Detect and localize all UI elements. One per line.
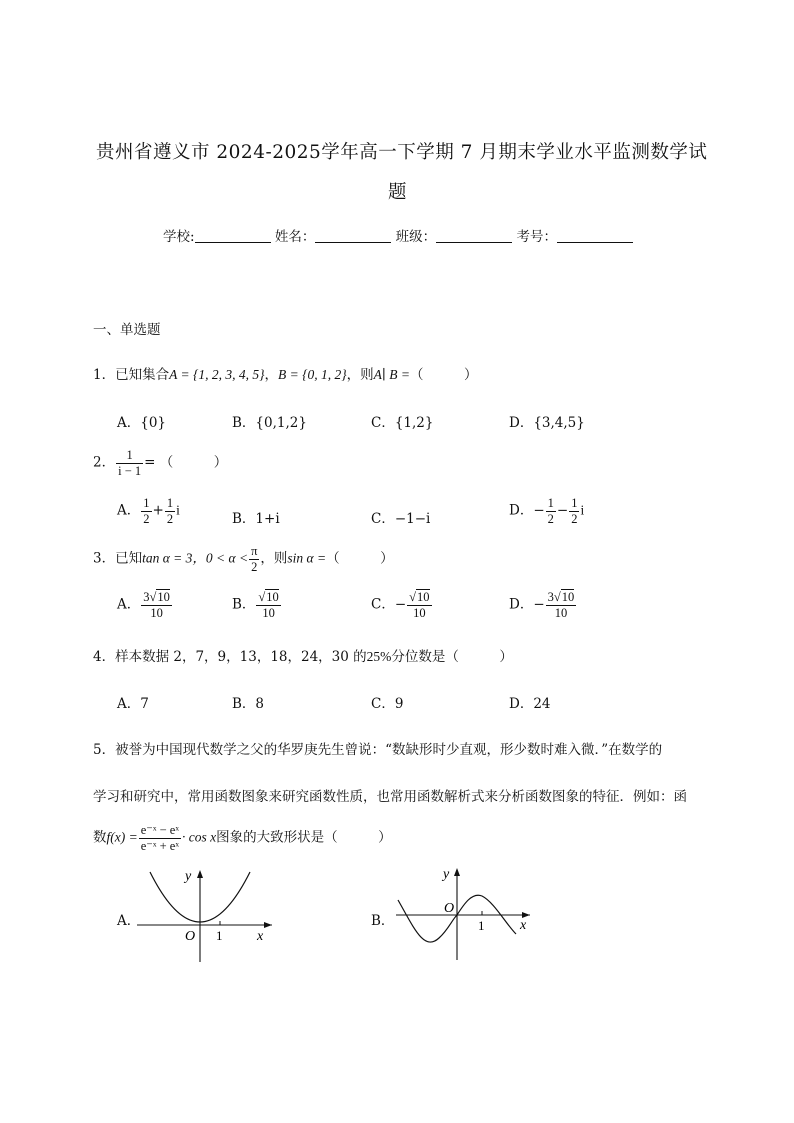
class-label: 班级： — [395, 229, 437, 245]
q5-fx: f(x) = — [106, 829, 138, 845]
q3-b-rad: 10 — [266, 590, 279, 604]
q2-d-frac1 — [546, 497, 556, 525]
q3-c-label: C．− — [371, 596, 407, 613]
q2-option-c[interactable]: C．−1−i — [371, 511, 431, 527]
q5-line3-tail: 图象的大致形状是（ ） — [216, 829, 392, 846]
q2-d-i: i — [580, 502, 585, 518]
q3-mid: ，则 — [260, 550, 288, 567]
q1-paren: （ ） — [409, 367, 478, 383]
q1-set-b: B = {0, 1, 2} — [278, 367, 347, 382]
q3-cond1: tan α = 3 — [142, 550, 193, 566]
q2-a-n1: 1 — [143, 496, 150, 510]
q1-option-c[interactable]: C．{1,2} — [371, 415, 434, 431]
q3-option-c[interactable] — [371, 591, 433, 619]
q5-fraction — [139, 824, 181, 852]
exam-no-blank[interactable] — [557, 228, 633, 243]
q2-denominator: i − 1 — [118, 463, 142, 478]
q3-a-label: A． — [117, 596, 141, 613]
q4-text: 4．样本数据 2，7，9，13，18，24，30 的 — [93, 649, 367, 665]
q2-prefix: 2． — [93, 454, 116, 471]
q3-pi-over-two — [249, 545, 259, 573]
q5-cos: · cos x — [181, 829, 217, 845]
graph-a-x-label: x — [257, 929, 264, 944]
q2-d-n2: 1 — [571, 496, 578, 510]
q3-c-den: 10 — [413, 605, 426, 620]
q4-option-c[interactable]: C．9 — [371, 696, 404, 712]
q3-a-coef: 3 — [143, 590, 150, 604]
q2-a-frac1 — [141, 497, 151, 525]
q3-cond2: ，0 < α < — [192, 550, 249, 566]
q1-sep: ， — [264, 367, 279, 383]
exam-title-line2: 题 — [388, 182, 408, 203]
q2-a-i: i — [176, 502, 180, 518]
q4-option-a[interactable]: A．7 — [117, 696, 149, 712]
q1-prefix: 1．已知集合 — [93, 367, 170, 383]
exam-title-line1: 贵州省遵义市 2024-2025学年高一下学期 7 月期末学业水平监测数学试 — [96, 142, 708, 163]
question-4 — [93, 645, 513, 665]
q5-line1: 5．被誉为中国现代数学之父的华罗庚先生曾说：“数缺形时少直观，形少数时难入微．”在数学的 — [93, 742, 663, 758]
q2-a-frac2 — [165, 497, 175, 525]
q1-option-d[interactable]: D．{3,4,5} — [509, 415, 585, 431]
q1-expr: A∣ B = — [373, 367, 410, 382]
q3-option-a[interactable] — [117, 591, 173, 619]
graph-b-origin: O — [444, 901, 455, 916]
q3-d-frac: $\frac{3√10}{10}$ — [547, 590, 575, 620]
graph-a-origin: O — [185, 929, 196, 944]
q4-tail: 分位数是（ ） — [391, 649, 513, 665]
q1-option-b[interactable]: B．{0,1,2} — [232, 415, 307, 431]
q5-graph-b[interactable] — [392, 858, 540, 966]
question-1 — [93, 363, 477, 383]
q3-d-rad: 10 — [561, 590, 575, 604]
graph-b-y-arrow — [454, 868, 460, 876]
q2-fraction — [116, 449, 143, 477]
q4-option-d[interactable]: D．24 — [509, 696, 551, 712]
q2-a-plus: + — [152, 502, 164, 519]
q2-d-d1: 2 — [547, 511, 554, 526]
graph-b-y-label: y — [443, 867, 450, 882]
q2-a-n2: 1 — [166, 496, 174, 510]
q5-line3-pre: 数 — [93, 829, 107, 846]
q5-option-b-label[interactable]: B． — [371, 913, 395, 929]
class-blank[interactable] — [436, 228, 512, 243]
q3-ask: sin α = — [287, 550, 327, 566]
q2-option-d[interactable] — [509, 497, 584, 525]
q2-tail: = （ ） — [144, 454, 228, 471]
q2-numerator: 1 — [116, 449, 143, 464]
q2-d-frac2 — [569, 497, 579, 525]
q3-a-den: 10 — [150, 605, 163, 620]
exam-no-label: 考号： — [516, 229, 557, 245]
q3-d-den: 10 — [554, 605, 568, 620]
info-fields — [163, 225, 633, 245]
q3-paren: （ ） — [326, 550, 394, 567]
graph-a-x-arrow — [264, 922, 272, 928]
name-label: 姓名： — [274, 229, 316, 245]
q5-denominator: e⁻ˣ + eˣ — [140, 838, 179, 853]
q5-graph-a[interactable] — [132, 862, 282, 967]
question-2 — [93, 449, 227, 477]
q3-c-frac: $\frac{√10}{10}$ — [409, 590, 430, 620]
q3-a-frac: $\frac{3√10}{10}$ — [143, 590, 170, 620]
q3-option-d[interactable] — [509, 591, 577, 619]
q3-two: 2 — [251, 559, 258, 574]
graph-a-y-label: y — [185, 869, 192, 884]
q3-c-rad: 10 — [417, 590, 430, 604]
q3-option-b[interactable] — [232, 591, 282, 619]
q3-pi: π — [251, 544, 258, 558]
q5-option-a-label[interactable]: A． — [117, 913, 141, 929]
q2-a-label: A． — [117, 502, 141, 519]
q3-b-label: B． — [232, 596, 256, 613]
q2-option-b[interactable]: B．1+i — [232, 511, 280, 527]
school-blank[interactable] — [195, 228, 271, 243]
q2-a-d2: 2 — [166, 511, 174, 526]
graph-b-x-label: x — [520, 918, 527, 933]
q5-line2: 学习和研究中，常用函数图象来研究函数性质，也常用函数解析式来分析函数图象的特征．例如：函 — [93, 789, 687, 805]
q3-prefix: 3．已知 — [93, 550, 143, 567]
graph-b-one: 1 — [478, 918, 485, 933]
graph-a-one: 1 — [216, 928, 223, 943]
q3-b-den: 10 — [262, 605, 275, 620]
q3-d-label: D．− — [509, 596, 545, 613]
q1-set-a: A = {1, 2, 3, 4, 5} — [169, 367, 265, 382]
q2-d-d2: 2 — [571, 511, 578, 526]
q1-mid: ，则 — [346, 367, 374, 383]
q2-d-n1: 1 — [547, 496, 554, 510]
q2-d-label: D．− — [509, 502, 545, 519]
section-heading: 一、单选题 — [93, 322, 161, 338]
graph-a-y-arrow — [197, 870, 203, 878]
q2-d-minus: − — [556, 502, 569, 519]
q4-option-b[interactable]: B．8 — [232, 696, 265, 712]
q5-numerator: e⁻ˣ − eˣ — [140, 823, 179, 837]
q3-d-coef: 3 — [547, 590, 554, 604]
q1-option-a[interactable]: A．{0} — [117, 415, 167, 431]
q5-line3 — [93, 824, 392, 852]
q2-option-a[interactable] — [117, 497, 180, 525]
school-label: 学校: — [163, 229, 195, 245]
q4-percent: 25% — [366, 649, 392, 664]
question-3 — [93, 545, 394, 573]
q3-a-rad: 10 — [157, 590, 170, 604]
q2-a-d1: 2 — [143, 511, 150, 526]
q3-b-frac: $\frac{√10}{10}$ — [258, 590, 279, 620]
name-blank[interactable] — [315, 228, 391, 243]
